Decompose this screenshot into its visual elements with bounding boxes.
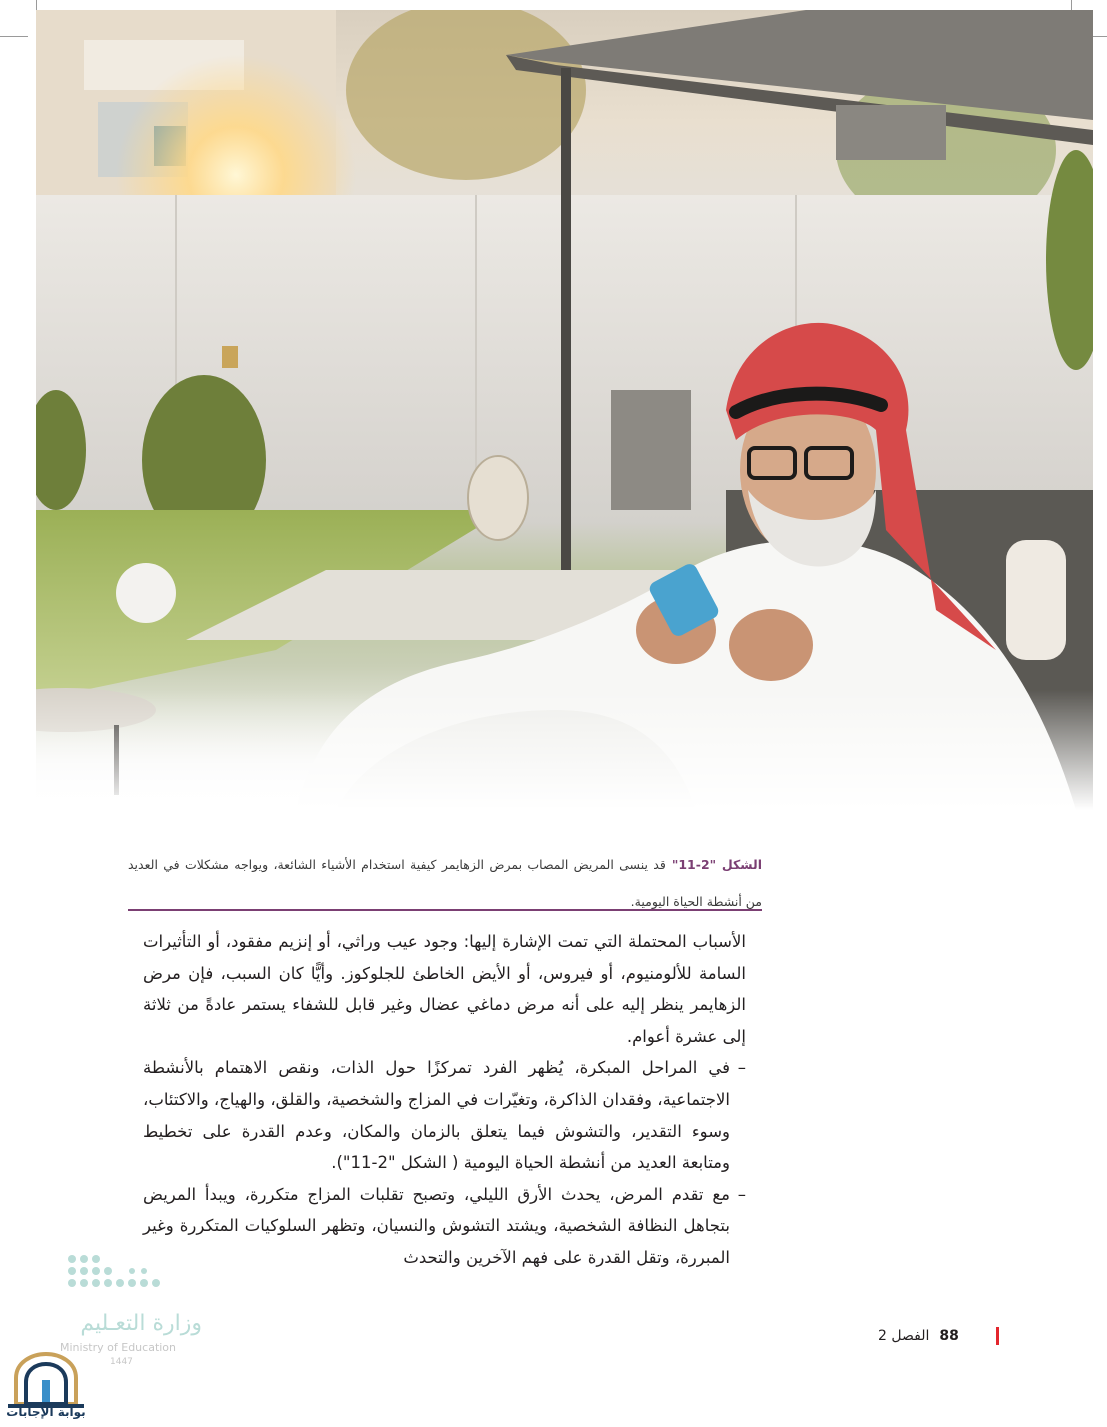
crop-mark-top-left-v — [36, 0, 37, 10]
page-folio — [878, 1328, 959, 1344]
chapter-label: الفصل 2 — [878, 1328, 930, 1344]
folio-accent-bar — [996, 1327, 999, 1345]
ministry-name-en: Ministry of Education — [60, 1341, 177, 1354]
figure-photo — [36, 10, 1093, 810]
photo-bottom-fade — [36, 690, 1093, 810]
page-number: 88 — [939, 1328, 959, 1344]
body-text — [143, 926, 746, 1274]
crop-mark-top-left — [0, 36, 28, 37]
crop-mark-top-right-v — [1071, 0, 1072, 10]
ministry-name-ar: وزارة التعـليم — [80, 1311, 202, 1336]
watermark-site-name: بوابة الإجابات — [6, 1405, 86, 1419]
list-item-early-stages: – في المراحل المبكرة، يُظهر الفرد تمركزًا حول الذات، ونقص الاهتمام بالأنشطة الاجتماعية، وفقدان الذاكرة، وتغيّرات في المزاج والشخصية، والقلق، والهياج، والاكتئاب، وسوء التقدير، والتشوش فيما يتعلق بالزمان والمكان، وعدم القدرة على تخطيط ومتابعة العديد من أنشطة الحياة اليومية ( الشكل "2-11"). — [143, 1052, 746, 1178]
list-item-progression: – مع تقدم المرض، يحدث الأرق الليلي، وتصبح تقلبات المزاج متكررة، ويبدأ المريض بتجاهل النظافة الشخصية، ويشتد التشوش والنسيان، وتظهر السلوكيات المتكررة وغير المبررة، وتقل القدرة على فهم الآخرين والتحدث — [143, 1179, 746, 1274]
caption-divider — [128, 909, 762, 911]
ministry-year: 1447 — [110, 1357, 133, 1367]
intro-paragraph: الأسباب المحتملة التي تمت الإشارة إليها: وجود عيب وراثي، أو إنزيم مفقود، أو التأثيرات السامة للألومنيوم، أو فيروس، أو الأيض الخاطئ للجلوكوز. وأيًّا كان السبب، فإن مرض الزهايمر ينظر إليه على أنه مرض دماغي عضال وغير قابل للشفاء يستمر عادةً من ثلاثة إلى عشرة أعوام. — [143, 932, 746, 1046]
figure-caption-text: قد ينسى المريض المصاب بمرض الزهايمر كيفية استخدام الأشياء الشائعة، ويواجه مشكلات في العديد من أنشطة الحياة اليومية. — [128, 857, 762, 909]
bullet-list — [143, 1052, 746, 1273]
ministry-logo-dots-icon — [62, 1249, 212, 1299]
figure-label: الشكل "2-11" — [671, 857, 762, 872]
